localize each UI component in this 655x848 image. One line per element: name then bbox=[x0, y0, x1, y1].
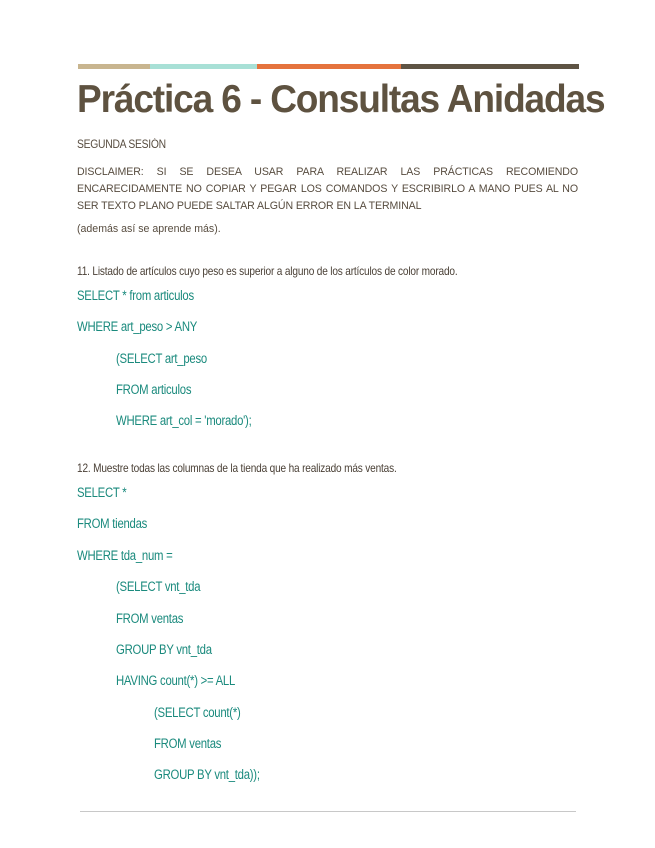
exercise-11-code-line: FROM articulos bbox=[116, 382, 192, 397]
exercise-11-code-line: WHERE art_col = 'morado'); bbox=[116, 413, 252, 428]
exercise-12-code-line: FROM ventas bbox=[154, 736, 222, 751]
exercise-12-code-line: (SELECT count(*) bbox=[154, 705, 241, 720]
exercise-12-code-line: SELECT * bbox=[77, 485, 127, 500]
exercise-12-code-line: GROUP BY vnt_tda bbox=[116, 642, 212, 657]
color-bar-segment-orange bbox=[257, 64, 401, 69]
exercise-11-question: 11. Listado de artículos cuyo peso es superior a alguno de los artículos de color morado. bbox=[77, 264, 458, 278]
color-bar-segment-tan bbox=[78, 64, 150, 69]
exercise-12-code-line: WHERE tda_num = bbox=[77, 548, 173, 563]
color-bar-segment-aqua bbox=[150, 64, 257, 69]
page-title: Práctica 6 - Consultas Anidadas bbox=[77, 78, 605, 121]
exercise-12-code-line: FROM tiendas bbox=[77, 516, 148, 531]
exercise-12-code-line: HAVING count(*) >= ALL bbox=[116, 673, 236, 688]
color-bar-segment-brown bbox=[401, 64, 579, 69]
exercise-11-code-line: (SELECT art_peso bbox=[116, 351, 207, 366]
exercise-12-code-line: FROM ventas bbox=[116, 611, 184, 626]
exercise-12-code-line: GROUP BY vnt_tda)); bbox=[154, 767, 260, 782]
footer-divider bbox=[80, 811, 576, 812]
note-text: (además así se aprende más). bbox=[77, 223, 221, 235]
exercise-12-question: 12. Muestre todas las columnas de la tienda que ha realizado más ventas. bbox=[77, 461, 397, 475]
disclaimer-text: DISCLAIMER: SI SE DESEA USAR PARA REALIZAR LAS PRÁCTICAS RECOMIENDO ENCARECIDAMENTE NO COPIAR Y PEGAR LOS COMANDOS Y ESCRIBIRLO A MANO PUES AL NO SER TEXTO PLANO PUEDE SALTAR ALGÚN ERROR EN LA TERMINAL bbox=[77, 166, 578, 212]
exercise-11-code-line: SELECT * from articulos bbox=[77, 288, 194, 303]
exercise-11-code-line: WHERE art_peso > ANY bbox=[77, 319, 198, 334]
exercise-12-code-line: (SELECT vnt_tda bbox=[116, 579, 201, 594]
decorative-color-bar bbox=[78, 64, 579, 69]
page-subtitle: SEGUNDA SESIÓN bbox=[77, 139, 166, 151]
